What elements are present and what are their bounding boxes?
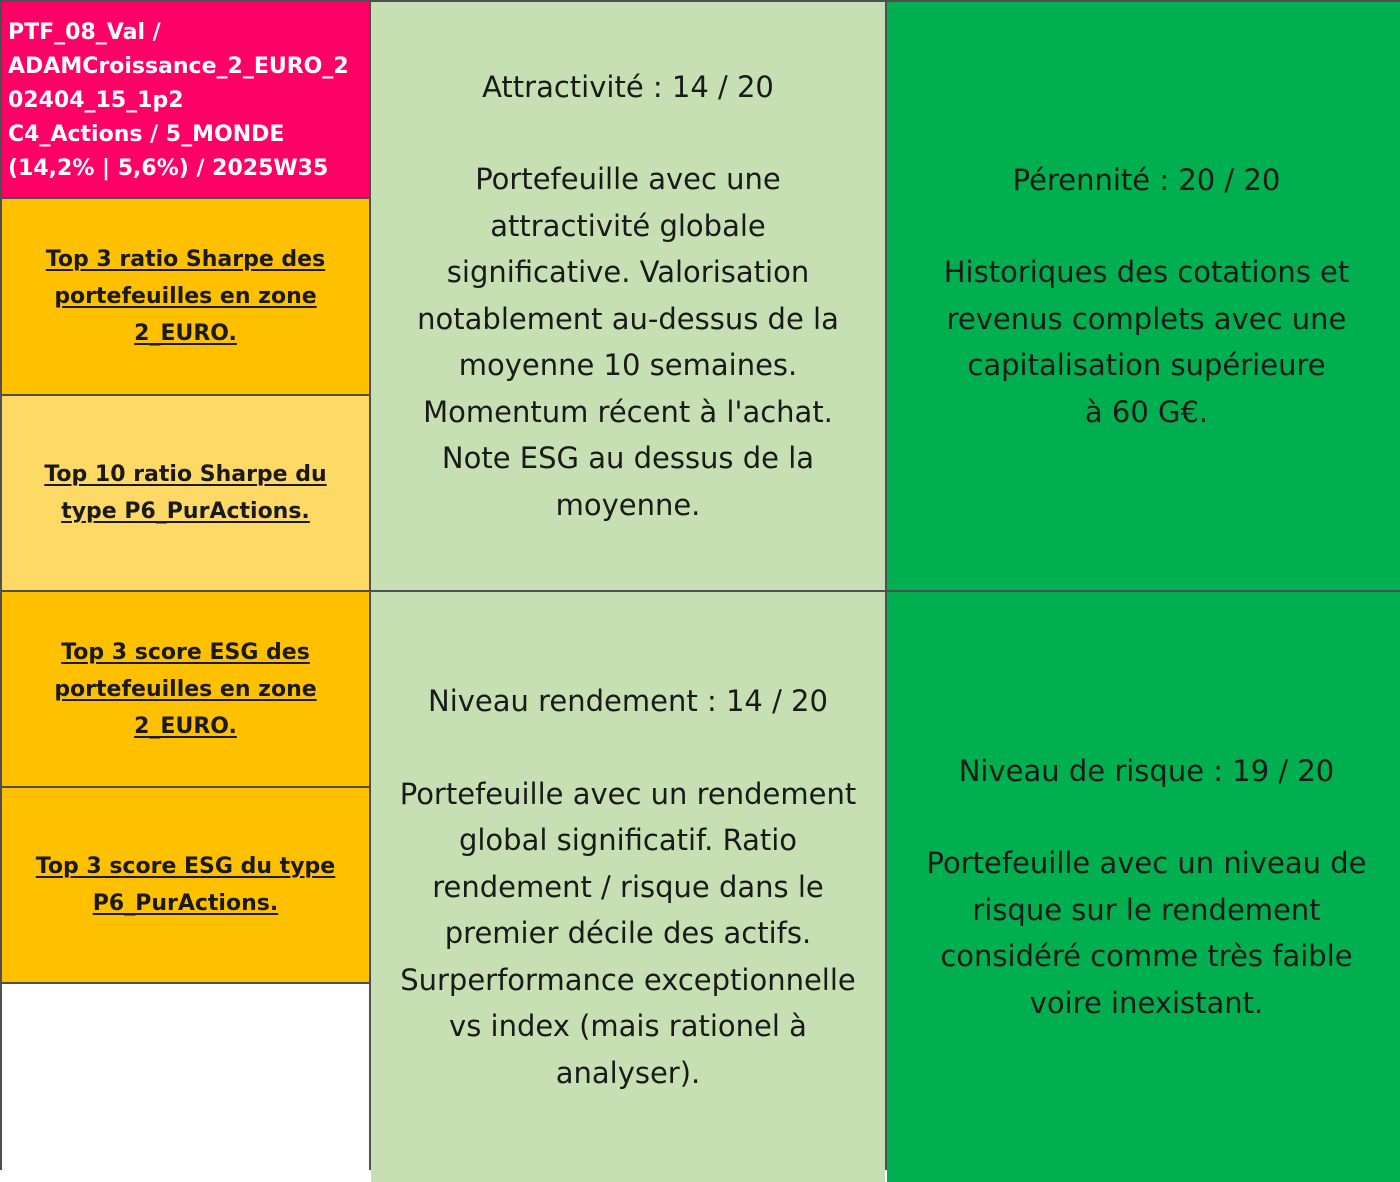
header-line: (14,2% | 5,6%) / 2025W35 [8,156,329,181]
portfolio-header [2,2,369,197]
header-line: C4_Actions / 5_MONDE [8,122,285,147]
description-line: revenus complets avec une [946,301,1347,336]
perennite-title: Pérennité : 20 / 20 [1012,162,1281,197]
description-line: premier décile des actifs. [444,916,812,950]
badge-line: 2_EURO. [134,321,237,346]
badge-line: type P6_PurActions. [61,499,310,524]
badge-line: Top 3 ratio Sharpe des [45,247,326,272]
description-line: considéré comme très faible [940,939,1353,974]
badge-esg-type[interactable] [2,788,369,982]
badge-sharpe-type-link[interactable] [44,456,326,530]
badge-line: portefeuilles en zone [54,284,317,309]
risque-description [927,840,1367,1026]
badge-line: P6_PurActions. [92,891,279,916]
attractivite-panel [371,2,885,590]
description-line: capitalisation supérieure [967,348,1326,383]
description-line: significative. Valorisation [446,255,810,290]
badge-line: Top 3 score ESG du type [35,854,336,879]
description-line: rendement / risque dans le [432,869,824,904]
description-line: moyenne. [555,487,701,522]
rendement-panel [371,592,885,1182]
header-line: PTF_08_Val / [8,20,161,45]
header-line: 02404_15_1p2 [8,88,184,113]
description-line: Portefeuille avec une [475,162,781,197]
badge-esg-zone[interactable] [2,592,369,786]
description-line: Historiques des cotations et [943,255,1350,290]
description-line: à 60 G€. [1084,394,1209,429]
description-line: Portefeuille avec un niveau de [926,846,1367,881]
description-line: Momentum récent à l'achat. [423,394,833,429]
rendement-description [400,771,857,1097]
description-line: global significatif. Ratio [458,823,798,857]
badge-sharpe-type[interactable] [2,396,369,590]
description-line: Note ESG au dessus de la [441,441,815,476]
badge-line: Top 3 score ESG des [61,639,310,665]
empty-cell [2,984,369,1182]
description-line: Portefeuille avec un rendement [399,776,857,811]
risque-title: Niveau de risque : 19 / 20 [958,753,1335,788]
header-line: ADAMCroissance_2_EURO_2 [8,54,349,79]
perennite-description [944,249,1350,435]
risque-panel [887,592,1400,1182]
badge-sharpe-zone[interactable] [2,199,369,394]
perennite-panel [887,2,1400,590]
description-line: Surperformance exceptionnelle [400,962,856,997]
description-line: notablement au-dessus de la [417,301,839,336]
description-line: vs index (mais rationel à [449,1009,807,1043]
attractivite-title: Attractivité : 14 / 20 [482,69,774,104]
badge-esg-zone-link[interactable] [54,634,316,745]
description-line: risque sur le rendement [972,892,1321,927]
description-line: analyser). [555,1055,701,1090]
badge-line: Top 10 ratio Sharpe du [44,462,327,487]
description-line: attractivité globale [490,208,766,243]
badge-line: portefeuilles en zone [54,676,317,702]
attractivite-description [417,156,839,528]
description-line: moyenne 10 semaines. [458,348,798,383]
description-line: voire inexistant. [1029,985,1264,1020]
rendement-title: Niveau rendement : 14 / 20 [428,684,828,718]
badge-line: 2_EURO. [134,713,237,739]
badge-esg-type-link[interactable] [36,848,335,922]
badge-sharpe-zone-link[interactable] [46,241,325,352]
